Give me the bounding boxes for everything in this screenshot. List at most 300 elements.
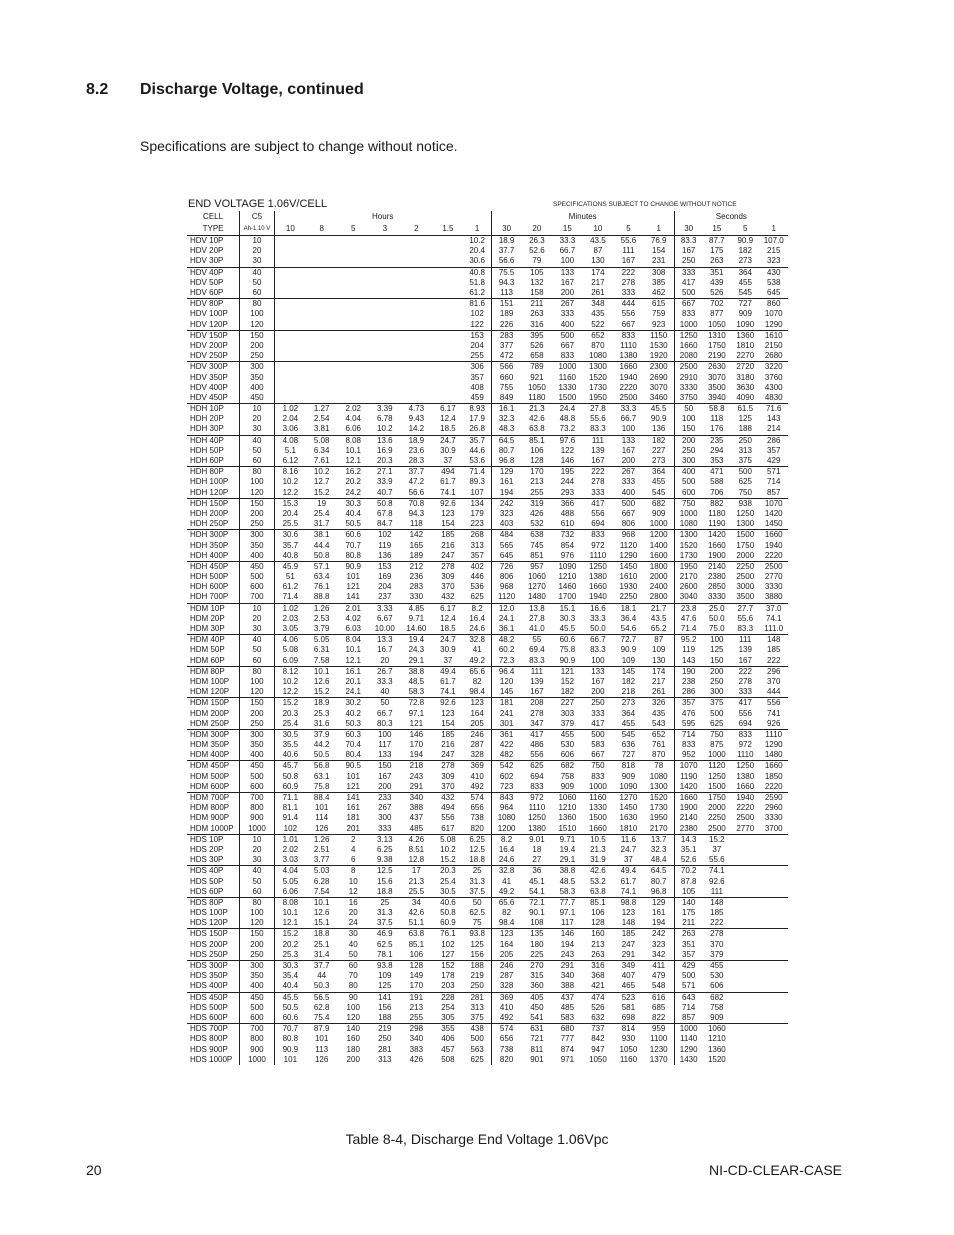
table-cell: 2000: [736, 550, 755, 560]
table-cell: 3500: [707, 382, 726, 392]
table-cell: 83.3: [590, 645, 606, 655]
table-cell: 3.06: [274, 424, 306, 435]
header-seconds: Seconds: [674, 211, 788, 223]
table-cell: 167: [560, 277, 575, 287]
cell-type: HDM 400P: [190, 750, 230, 760]
table-cell: 2630: [703, 362, 731, 373]
table-cell: 727: [731, 299, 759, 310]
table-cell: [369, 341, 401, 351]
table-cell: 3460: [649, 392, 668, 402]
table-cell: 34: [401, 897, 433, 908]
table-cell: 194: [491, 488, 522, 499]
table-cell: 167: [621, 256, 636, 266]
table-cell: 625: [738, 477, 752, 487]
table-cell: 145: [613, 666, 644, 677]
table-cell: 1160: [558, 372, 576, 382]
table-cell: 500: [240, 572, 275, 582]
table-cell: 185: [767, 645, 781, 655]
table-cell: 164: [470, 708, 484, 718]
table-cell: 46.9: [369, 929, 401, 940]
table-cell: 15.2: [274, 698, 306, 709]
table-cell: 800: [240, 1034, 275, 1044]
table-cell: 6.12: [274, 456, 306, 467]
table-cell: 1160: [583, 792, 614, 803]
table-cell: 80: [240, 467, 275, 478]
table-cell: 235: [703, 435, 731, 446]
table-cell: 250: [240, 719, 275, 730]
table-cell: 20.3: [432, 866, 464, 877]
table-row: [187, 383, 788, 393]
table-cell: 3.81: [313, 424, 330, 434]
table-cell: 1100: [650, 1034, 668, 1044]
table-row: [187, 592, 788, 603]
table-cell: 308: [644, 267, 675, 278]
table-cell: 548: [652, 981, 666, 991]
table-cell: 146: [552, 929, 583, 940]
table-cell: 20.2: [274, 940, 306, 950]
table-cell: 438: [464, 1024, 491, 1035]
table-cell: 370: [441, 582, 455, 592]
table-cell: 2000: [707, 803, 726, 813]
table-cell: 111: [522, 666, 553, 677]
table-cell: 1150: [644, 330, 675, 341]
table-cell: 1090: [619, 781, 638, 791]
table-cell: 80: [240, 897, 275, 908]
table-cell: 6.34: [313, 445, 330, 455]
table-cell: 58.3: [559, 886, 576, 896]
header-hours: Hours: [274, 211, 491, 223]
table-cell: 1810: [619, 823, 638, 833]
table-cell: 98.8: [613, 897, 644, 908]
table-cell: 52.6: [529, 246, 545, 256]
table-cell: 5.05: [306, 635, 338, 646]
table-cell: 1250: [731, 761, 759, 772]
table-cell: 417: [522, 729, 553, 740]
table-cell: 2500: [707, 823, 726, 833]
table-cell: 75.0: [709, 624, 725, 634]
table-cell: 526: [591, 1002, 605, 1012]
table-cell: 500: [674, 477, 702, 487]
table-cell: 820: [470, 823, 484, 833]
table-cell: 1510: [558, 823, 577, 833]
table-cell: 119: [378, 540, 392, 550]
table-cell: 60: [240, 656, 275, 667]
table-cell: 6.17: [432, 603, 464, 614]
table-cell: [369, 278, 401, 288]
table-cell: 90.9: [650, 414, 667, 424]
table-cell: 574: [491, 1024, 522, 1035]
table-cell: 20: [348, 908, 358, 918]
table-cell: 18.8: [306, 929, 338, 940]
table-cell: [759, 918, 788, 929]
table-cell: 3040: [674, 592, 702, 603]
table-cell: 1660: [589, 823, 607, 833]
table-cell: 347: [530, 718, 544, 728]
table-cell: 18.1: [613, 603, 644, 614]
table-cell: 745: [530, 540, 544, 550]
table-cell: 370: [767, 676, 781, 686]
subheader-second: 1: [759, 223, 788, 236]
table-cell: 361: [491, 729, 522, 740]
table-cell: 111: [710, 886, 723, 896]
table-cell: 300: [378, 813, 392, 823]
table-cell: 750: [583, 761, 614, 772]
table-cell: 50: [240, 645, 275, 655]
table-cell: 188: [738, 424, 752, 434]
table-cell: 968: [613, 530, 644, 541]
table-cell: 6.31: [313, 645, 330, 655]
table-cell: 2380: [707, 572, 726, 582]
table-cell: 293: [560, 487, 575, 497]
table-cell: 632: [591, 1012, 605, 1022]
table-cell: 1660: [674, 341, 702, 351]
table-cell: 32.8: [491, 866, 522, 877]
table-cell: 909: [738, 309, 752, 319]
table-cell: 1800: [644, 561, 675, 572]
table-cell: [432, 320, 464, 331]
table-cell: 2500: [619, 392, 638, 402]
table-cell: 406: [441, 1034, 455, 1044]
cell-type: HDS 100P: [190, 908, 228, 918]
table-cell: 12.1: [345, 456, 362, 466]
table-cell: 800: [240, 803, 275, 813]
table-cell: 243: [560, 949, 575, 959]
table-cell: 410: [470, 771, 484, 781]
table-cell: 16.1: [491, 404, 522, 415]
table-cell: 909: [621, 771, 636, 781]
table-cell: 543: [652, 718, 666, 728]
table-cell: 1500: [589, 813, 607, 823]
table-cell: 174: [583, 267, 614, 278]
table-cell: 2220: [764, 550, 783, 560]
table-cell: 455: [652, 477, 666, 487]
table-cell: 179: [470, 508, 484, 518]
table-cell: 667: [621, 319, 636, 329]
table-cell: 20.3: [377, 456, 393, 466]
table-row: [187, 855, 788, 866]
table-cell: 2220: [736, 803, 755, 813]
table-cell: 31.6: [313, 718, 330, 728]
table-cell: 85.1: [408, 939, 425, 949]
table-cell: 42.6: [529, 414, 545, 424]
table-cell: [731, 1055, 759, 1065]
table-cell: [369, 393, 401, 404]
table-cell: 55.6: [590, 414, 606, 424]
table-cell: 1360: [731, 330, 759, 341]
cell-type: HDH 400P: [190, 550, 229, 560]
table-cell: 45.5: [644, 404, 675, 415]
table-cell: 40.8: [464, 267, 491, 278]
table-cell: 63.8: [590, 886, 606, 896]
table-cell: 860: [759, 299, 788, 310]
table-cell: 27.8: [529, 613, 545, 623]
table-cell: 10.2: [440, 844, 456, 854]
table-cell: 843: [491, 792, 522, 803]
table-cell: 545: [652, 487, 666, 497]
table-cell: 857: [674, 1013, 702, 1024]
table-cell: 191: [401, 992, 433, 1003]
table-cell: 47.2: [408, 477, 425, 487]
table-cell: 109: [652, 645, 666, 655]
table-row: [187, 572, 788, 582]
table-cell: 488: [560, 508, 575, 518]
table-cell: 170: [522, 467, 553, 478]
table-row: [187, 519, 788, 530]
table-cell: 66.7: [377, 708, 393, 718]
table-cell: 9.38: [377, 855, 393, 865]
table-cell: 1750: [703, 792, 731, 803]
table-cell: 200: [703, 666, 731, 677]
table-cell: 182: [738, 246, 752, 256]
table-cell: 87.9: [306, 1024, 338, 1035]
subheader-second: 15: [703, 223, 731, 236]
table-cell: 2170: [674, 572, 702, 582]
cell-type: HDM 10P: [187, 603, 240, 614]
table-cell: 10.1: [345, 645, 362, 655]
table-cell: 111.0: [764, 624, 784, 634]
table-cell: 7.58: [313, 655, 330, 665]
table-cell: 40.2: [345, 708, 362, 718]
table-cell: 189: [491, 309, 522, 319]
table-cell: 139: [738, 645, 752, 655]
table-cell: 80.7: [491, 446, 522, 456]
table-cell: 694: [591, 519, 605, 529]
table-cell: 938: [731, 498, 759, 509]
table-cell: 123: [441, 708, 455, 718]
table-row: [187, 677, 788, 687]
table-row: [187, 299, 788, 310]
table-cell: 541: [530, 1012, 544, 1022]
table-cell: 8.12: [274, 666, 306, 677]
table-cell: 33.3: [590, 613, 606, 623]
table-cell: [274, 309, 306, 319]
table-cell: [759, 876, 788, 886]
table-cell: 1380: [736, 771, 755, 781]
table-cell: 1080: [649, 771, 668, 781]
table-cell: 204: [470, 340, 484, 350]
table-cell: 625: [470, 1054, 484, 1064]
table-cell: [274, 278, 306, 288]
table-cell: 400: [240, 551, 275, 562]
table-cell: [306, 256, 338, 267]
table-row: [187, 278, 788, 288]
table-cell: 402: [464, 561, 491, 572]
table-row: [187, 740, 788, 750]
table-cell: 738: [491, 1044, 522, 1054]
table-cell: [731, 960, 759, 971]
table-cell: 900: [240, 1044, 275, 1054]
table-cell: 700: [240, 592, 275, 603]
table-cell: 75: [472, 918, 482, 928]
table-cell: [731, 1034, 759, 1044]
table-cell: 7.54: [313, 886, 330, 896]
table-cell: [759, 897, 788, 908]
table-cell: 429: [767, 456, 781, 466]
table-cell: 50.8: [274, 772, 306, 782]
table-cell: 92.6: [709, 876, 725, 886]
table-cell: [759, 960, 788, 971]
table-cell: 25.3: [313, 708, 330, 718]
table-cell: 1210: [558, 803, 577, 813]
table-cell: [306, 330, 338, 341]
table-cell: 8.93: [464, 404, 491, 415]
table-cell: 357: [674, 950, 702, 961]
table-cell: 364: [731, 267, 759, 278]
table-cell: 1660: [613, 362, 644, 373]
table-cell: [731, 1024, 759, 1035]
table-cell: 2.04: [274, 414, 306, 424]
table-cell: 1500: [558, 392, 577, 402]
table-cell: 213: [591, 939, 605, 949]
table-cell: 123: [621, 908, 636, 918]
table-cell: 682: [644, 498, 675, 509]
table-cell: [337, 341, 369, 351]
table-row: [187, 656, 788, 667]
table-cell: [432, 288, 464, 299]
table-cell: 23.6: [408, 445, 425, 455]
table-cell: [306, 299, 338, 310]
table-cell: 353: [710, 456, 724, 466]
table-cell: 2300: [644, 362, 675, 373]
table-cell: [432, 330, 464, 341]
table-cell: 142: [401, 530, 433, 541]
table-cell: 3880: [764, 592, 783, 602]
table-cell: 20: [240, 614, 275, 624]
table-cell: 350: [240, 740, 275, 750]
table-cell: 2170: [649, 823, 668, 833]
table-cell: 1420: [674, 782, 702, 793]
table-cell: 12.4: [440, 613, 456, 623]
table-cell: 37: [443, 655, 453, 665]
table-cell: 667: [621, 508, 636, 518]
table-cell: 140: [337, 1024, 369, 1035]
table-cell: 1900: [674, 803, 702, 813]
table-cell: [369, 246, 401, 256]
table-cell: 106: [409, 949, 424, 959]
table-cell: 3760: [764, 372, 783, 382]
table-cell: 1730: [674, 551, 702, 562]
table-cell: 10.2: [274, 477, 306, 487]
table-cell: 1250: [674, 330, 702, 341]
table-row: [187, 341, 788, 351]
table-cell: [731, 1044, 759, 1054]
table-cell: 29.1: [408, 655, 425, 665]
table-cell: 63.1: [313, 771, 330, 781]
table-cell: 972: [522, 792, 553, 803]
table-row: [187, 950, 788, 961]
table-cell: 379: [710, 949, 724, 959]
table-cell: 135: [522, 929, 553, 940]
table-cell: 1530: [649, 340, 668, 350]
table-cell: 833: [560, 351, 575, 361]
table-cell: 750: [674, 498, 702, 509]
table-cell: 80: [240, 666, 275, 677]
table-cell: 143: [674, 656, 702, 667]
table-cell: 6.17: [432, 404, 464, 415]
table-cell: 3070: [649, 382, 668, 392]
table-cell: 1450: [764, 519, 783, 529]
table-cell: 395: [522, 330, 553, 341]
table-cell: 120: [240, 687, 275, 698]
subheader-minute: 20: [522, 223, 553, 236]
table-cell: 500: [470, 1034, 484, 1044]
cell-type: HDS 400P: [190, 981, 228, 991]
table-cell: 27: [532, 855, 542, 865]
table-row: [187, 424, 788, 435]
table-cell: 101: [314, 1034, 329, 1044]
table-cell: 8.16: [274, 467, 306, 478]
table-cell: 278: [530, 708, 544, 718]
table-cell: [274, 288, 306, 299]
table-cell: 854: [560, 540, 575, 550]
table-cell: 340: [401, 792, 433, 803]
table-cell: 479: [652, 971, 666, 981]
table-row: [187, 393, 788, 404]
table-cell: 208: [522, 698, 553, 709]
table-cell: [759, 1024, 788, 1035]
table-cell: 182: [644, 435, 675, 446]
table-cell: 900: [240, 813, 275, 823]
table-cell: 348: [583, 299, 614, 310]
table-cell: 278: [738, 676, 752, 686]
table-cell: 526: [710, 288, 724, 298]
table-body: [187, 236, 788, 1065]
table-cell: 741: [767, 708, 781, 718]
table-cell: 1730: [589, 382, 607, 392]
table-cell: [337, 330, 369, 341]
table-cell: 25.5: [274, 519, 306, 530]
table-cell: 73.2: [559, 424, 576, 434]
table-cell: [306, 278, 338, 288]
table-cell: 121: [346, 781, 360, 791]
cell-type: HDH 60P: [190, 456, 224, 466]
table-row: [187, 330, 788, 341]
table-cell: 150: [369, 761, 401, 772]
table-cell: 1000: [552, 362, 583, 373]
table-cell: 60.2: [491, 645, 522, 655]
cell-type: HDM 60P: [190, 655, 225, 665]
table-cell: 636: [621, 740, 636, 750]
table-cell: 129: [491, 467, 522, 478]
table-cell: 882: [703, 498, 731, 509]
cell-type: HDS 80P: [187, 897, 240, 908]
cell-type: HDS 500P: [190, 1002, 228, 1012]
table-cell: 4.02: [345, 613, 362, 623]
table-cell: 49.2: [469, 655, 485, 665]
table-cell: 833: [674, 740, 702, 750]
table-cell: 408: [470, 382, 484, 392]
table-cell: 12.5: [469, 844, 485, 854]
table-cell: 1090: [552, 561, 583, 572]
table-cell: 2: [337, 834, 369, 845]
table-cell: 70.4: [345, 740, 362, 750]
table-cell: 465: [621, 981, 636, 991]
table-cell: 223: [470, 519, 484, 529]
table-cell: 450: [240, 561, 275, 572]
table-cell: 4.04: [345, 414, 362, 424]
table-cell: 472: [491, 351, 522, 362]
table-cell: 45.1: [529, 876, 545, 886]
table-cell: 532: [530, 519, 544, 529]
table-cell: 6.09: [274, 656, 306, 667]
table-cell: 146: [560, 456, 575, 466]
table-cell: 971: [560, 1054, 575, 1064]
table-cell: 71.6: [759, 404, 788, 415]
table-cell: 417: [591, 718, 605, 728]
table-cell: 500: [240, 1003, 275, 1013]
table-cell: 437: [552, 992, 583, 1003]
table-cell: 267: [378, 803, 392, 813]
